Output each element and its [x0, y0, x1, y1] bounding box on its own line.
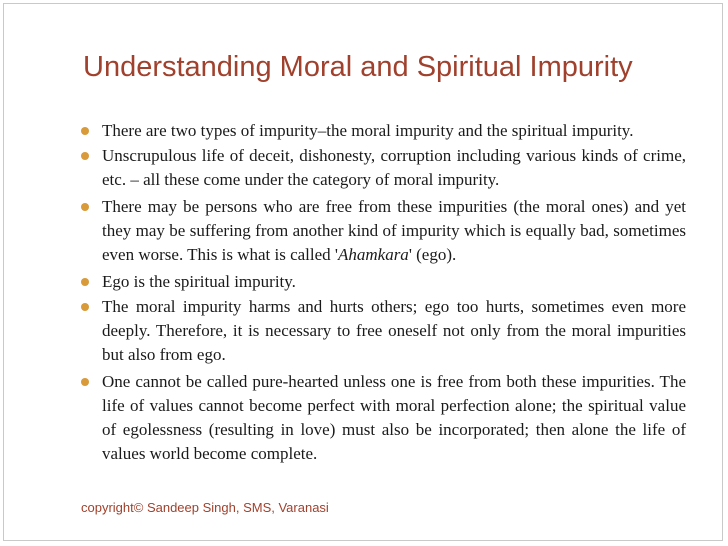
- bullet-item-1: [80, 119, 686, 143]
- bullet-text-6: One cannot be called pure-hearted unless one is free from both these impurities. The life of values cannot become perfect with moral perfection alone; the spiritual value of egolessness (resulting in love) must also be incorporated; then alone the life of values world become complete.: [102, 372, 686, 463]
- bullet-text-5: The moral impurity harms and hurts others; ego too hurts, sometimes even more deeply. Therefore, it is necessary to free oneself not only from the moral impurities but also from ego.: [102, 297, 686, 364]
- ahamkara-term: Ahamkara: [337, 245, 409, 264]
- bullet-icon: [81, 152, 89, 160]
- bullet-item-3: [80, 195, 686, 267]
- bullet-text-3-start: There may be persons who are free from these impurities (the moral ones) and yet they may be suffering from another kind of impurity which is equally bad, sometimes even worse. This is what is called ': [102, 197, 686, 264]
- bullet-text-4: Ego is the spiritual impurity.: [102, 272, 296, 291]
- footer-copyright: copyright© Sandeep Singh, SMS, Varanasi: [81, 500, 329, 515]
- bullet-icon: [81, 378, 89, 386]
- bullet-icon: [81, 303, 89, 311]
- bullet-icon: [81, 203, 89, 211]
- bullet-text-3-end: ' (ego).: [408, 245, 457, 264]
- slide-title: Understanding Moral and Spiritual Impurity: [83, 51, 633, 83]
- bullet-icon: [81, 278, 89, 286]
- bullet-item-6: [80, 370, 686, 466]
- bullet-item-4: [80, 270, 686, 294]
- bullet-icon: [81, 127, 89, 135]
- bullet-text-2: Unscrupulous life of deceit, dishonesty, corruption including various kinds of crime, etc. – all these come under the category of moral impurity.: [102, 146, 686, 189]
- bullet-item-5: [80, 295, 686, 367]
- bullet-text-1: There are two types of impurity–the moral impurity and the spiritual impurity.: [102, 121, 634, 140]
- bullet-list: [80, 119, 686, 469]
- bullet-item-2: [80, 144, 686, 192]
